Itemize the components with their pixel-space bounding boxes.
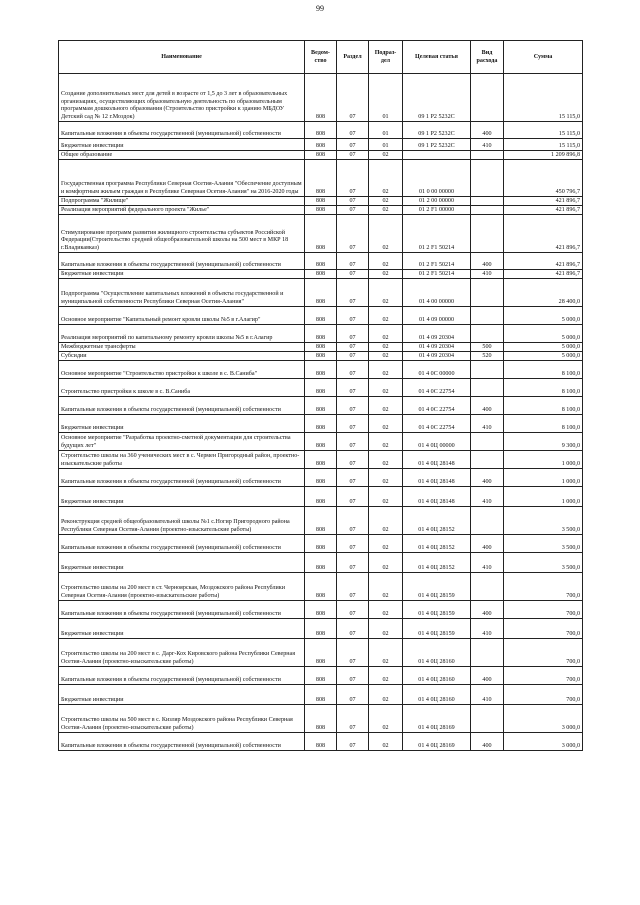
cell-vid: 400: [471, 253, 504, 270]
cell-target: 01 2 00 00000: [403, 197, 471, 206]
cell-ved: 808: [305, 270, 337, 279]
table-row: [59, 619, 583, 639]
cell-podrazdel: 02: [369, 151, 403, 160]
cell-sum: 421 896,7: [504, 270, 583, 279]
table-row: [59, 469, 583, 487]
cell-vid: [471, 151, 504, 160]
cell-sum: 1 000,0: [504, 451, 583, 469]
cell-ved: 808: [305, 601, 337, 619]
cell-podrazdel: 02: [369, 487, 403, 507]
cell-vid: 520: [471, 352, 504, 361]
cell-podrazdel: 02: [369, 469, 403, 487]
cell-razdel: 07: [337, 573, 369, 601]
cell-target: 01 4 0С 22754: [403, 415, 471, 433]
cell-target: 01 2 F1 50214: [403, 253, 471, 270]
table-row: [59, 685, 583, 705]
table-row: [59, 343, 583, 352]
cell-vid: [471, 379, 504, 397]
cell-ved: 808: [305, 639, 337, 667]
cell-sum: 421 896,7: [504, 197, 583, 206]
cell-vid: 410: [471, 553, 504, 573]
cell-ved: 808: [305, 667, 337, 685]
cell-target: 01 0 00 00000: [403, 160, 471, 197]
table-row: [59, 361, 583, 379]
cell-sum: 700,0: [504, 619, 583, 639]
cell-name: Государственная программа Республики Северная Осетия-Алания "Обеспечение доступным и комфортным жильем граждан в Республике Северная Осетия-Алания" на 2016-2020 годы: [59, 160, 305, 197]
cell-razdel: 07: [337, 451, 369, 469]
cell-sum: 5 000,0: [504, 307, 583, 325]
cell-podrazdel: 02: [369, 619, 403, 639]
table-row: [59, 601, 583, 619]
cell-sum: 5 000,0: [504, 343, 583, 352]
cell-name: Капитальные вложения в объекты государственной (муниципальной) собственности: [59, 469, 305, 487]
cell-target: 01 4 0Ц 28152: [403, 553, 471, 573]
cell-podrazdel: 01: [369, 122, 403, 139]
table-row: [59, 451, 583, 469]
cell-name: Строительство пристройки к школе в с. В.Саниба: [59, 379, 305, 397]
cell-vid: 400: [471, 469, 504, 487]
table-row: [59, 325, 583, 343]
table-row: [59, 151, 583, 160]
cell-sum: 5 000,0: [504, 325, 583, 343]
cell-sum: 8 100,0: [504, 397, 583, 415]
cell-podrazdel: 02: [369, 535, 403, 553]
cell-razdel: 07: [337, 74, 369, 122]
cell-sum: 700,0: [504, 667, 583, 685]
cell-razdel: 07: [337, 307, 369, 325]
cell-razdel: 07: [337, 733, 369, 751]
cell-name: Бюджетные инвестиции: [59, 487, 305, 507]
table-row: [59, 667, 583, 685]
cell-target: 01 4 0С 22754: [403, 379, 471, 397]
table-row: [59, 74, 583, 122]
cell-target: 01 2 F1 50214: [403, 270, 471, 279]
cell-podrazdel: 01: [369, 74, 403, 122]
table-row: [59, 573, 583, 601]
cell-ved: 808: [305, 451, 337, 469]
cell-sum: 450 796,7: [504, 160, 583, 197]
cell-ved: 808: [305, 253, 337, 270]
cell-target: 01 4 0Ц 28160: [403, 685, 471, 705]
cell-vid: [471, 433, 504, 451]
header-ved: Ведом-ство: [305, 41, 337, 74]
cell-podrazdel: 02: [369, 279, 403, 307]
cell-ved: 808: [305, 160, 337, 197]
cell-vid: [471, 160, 504, 197]
cell-target: 09 1 Р2 5232С: [403, 139, 471, 151]
cell-name: Основное мероприятие "Разработка проектно-сметной документации для строительства будущих лет": [59, 433, 305, 451]
cell-name: Капитальные вложения в объекты государственной (муниципальной) собственности: [59, 667, 305, 685]
table-body: [59, 74, 583, 751]
cell-vid: [471, 307, 504, 325]
cell-target: 01 4 0Ц 28148: [403, 451, 471, 469]
cell-podrazdel: 02: [369, 553, 403, 573]
table-row: [59, 352, 583, 361]
cell-vid: 410: [471, 139, 504, 151]
cell-target: 01 4 09 20304: [403, 325, 471, 343]
cell-target: 01 4 0Ц 28152: [403, 535, 471, 553]
table-header-row: [59, 41, 583, 74]
table-row: [59, 415, 583, 433]
cell-podrazdel: 02: [369, 361, 403, 379]
cell-vid: [471, 215, 504, 253]
table-row: [59, 160, 583, 197]
cell-podrazdel: 02: [369, 379, 403, 397]
cell-target: 01 4 0Ц 28148: [403, 487, 471, 507]
cell-name: Реализация мероприятий федерального проекта "Жилье": [59, 206, 305, 215]
cell-sum: 700,0: [504, 685, 583, 705]
cell-vid: [471, 361, 504, 379]
cell-target: 09 1 Р2 5232С: [403, 74, 471, 122]
cell-target: 01 4 0Ц 28159: [403, 619, 471, 639]
cell-vid: 410: [471, 685, 504, 705]
cell-sum: 8 100,0: [504, 361, 583, 379]
cell-ved: 808: [305, 307, 337, 325]
cell-target: 01 4 0Ц 28159: [403, 601, 471, 619]
cell-name: Капитальные вложения в объекты государственной (муниципальной) собственности: [59, 253, 305, 270]
cell-podrazdel: 02: [369, 507, 403, 535]
cell-ved: 808: [305, 122, 337, 139]
cell-podrazdel: 02: [369, 415, 403, 433]
cell-razdel: 07: [337, 415, 369, 433]
cell-razdel: 07: [337, 279, 369, 307]
cell-vid: 410: [471, 415, 504, 433]
cell-target: 01 4 0Ц 00000: [403, 433, 471, 451]
cell-sum: 8 100,0: [504, 379, 583, 397]
cell-razdel: 07: [337, 397, 369, 415]
header-podrazdel: Подраз-дел: [369, 41, 403, 74]
cell-podrazdel: 02: [369, 215, 403, 253]
cell-name: Реализация мероприятий по капитальному ремонту кровли школы №5 в г.Алагир: [59, 325, 305, 343]
cell-name: Строительство школы на 500 мест в с. Кизляр Моздокского района Республики Северная Осетия-Алания (проектно-изыскательские работы): [59, 705, 305, 733]
table-row: [59, 215, 583, 253]
table-row: [59, 270, 583, 279]
cell-vid: 500: [471, 343, 504, 352]
table-row: [59, 487, 583, 507]
table-row: [59, 253, 583, 270]
cell-vid: [471, 279, 504, 307]
cell-razdel: 07: [337, 507, 369, 535]
cell-ved: 808: [305, 573, 337, 601]
cell-sum: 1 000,0: [504, 487, 583, 507]
cell-name: Капитальные вложения в объекты государственной (муниципальной) собственности: [59, 535, 305, 553]
cell-target: 01 4 0Ц 28160: [403, 667, 471, 685]
cell-ved: 808: [305, 215, 337, 253]
cell-razdel: 07: [337, 270, 369, 279]
cell-ved: 808: [305, 139, 337, 151]
cell-podrazdel: 02: [369, 253, 403, 270]
cell-target: 01 4 09 00000: [403, 307, 471, 325]
cell-razdel: 07: [337, 122, 369, 139]
cell-name: Капитальные вложения в объекты государственной (муниципальной) собственности: [59, 397, 305, 415]
cell-razdel: 07: [337, 667, 369, 685]
cell-razdel: 07: [337, 361, 369, 379]
cell-ved: 808: [305, 74, 337, 122]
cell-name: Бюджетные инвестиции: [59, 685, 305, 705]
table-row: [59, 733, 583, 751]
cell-razdel: 07: [337, 343, 369, 352]
cell-podrazdel: 02: [369, 573, 403, 601]
cell-vid: 400: [471, 397, 504, 415]
table-row: [59, 279, 583, 307]
cell-name: Стимулирование программ развития жилищного строительства субъектов Российской Федерации(Строительство средней общеобразовательной школы на 500 мест в МКР 18 г.Владикавказ): [59, 215, 305, 253]
cell-name: Создание дополнительных мест для детей в возрасте от 1,5 до 3 лет в образовательных организациях, осуществляющих образовательную деятельность по образовательным программам дошкольного образования (Строительство пристройки к зданию МБДОУ Детский сад № 12 г.Моздок): [59, 74, 305, 122]
cell-vid: [471, 705, 504, 733]
cell-name: Строительство школы на 200 мест в с. Дарг-Кох Кировского района Республики Северная Осетия-Алания (проектно-изыскательские работы): [59, 639, 305, 667]
cell-vid: [471, 325, 504, 343]
table-row: [59, 433, 583, 451]
cell-ved: 808: [305, 433, 337, 451]
cell-podrazdel: 02: [369, 705, 403, 733]
cell-razdel: 07: [337, 601, 369, 619]
cell-sum: 421 896,7: [504, 206, 583, 215]
cell-vid: 400: [471, 535, 504, 553]
cell-ved: 808: [305, 279, 337, 307]
cell-name: Бюджетные инвестиции: [59, 270, 305, 279]
cell-ved: 808: [305, 705, 337, 733]
cell-target: 01 4 0Ц 28148: [403, 469, 471, 487]
cell-razdel: 07: [337, 705, 369, 733]
cell-podrazdel: 02: [369, 667, 403, 685]
cell-ved: 808: [305, 379, 337, 397]
cell-razdel: 07: [337, 553, 369, 573]
cell-razdel: 07: [337, 253, 369, 270]
cell-podrazdel: 02: [369, 397, 403, 415]
cell-ved: 808: [305, 469, 337, 487]
cell-name: Основное мероприятие "Строительство пристройки к школе в с. В.Саниба": [59, 361, 305, 379]
table-row: [59, 639, 583, 667]
cell-razdel: 07: [337, 139, 369, 151]
cell-name: Реконструкция средней общеобразовательной школы №1 с.Ногир Пригородного района Республики Северная Осетия-Алания (проектно-изыскательские работы): [59, 507, 305, 535]
cell-razdel: 07: [337, 535, 369, 553]
cell-sum: 3 500,0: [504, 535, 583, 553]
cell-target: 01 4 0Ц 28159: [403, 573, 471, 601]
cell-vid: 410: [471, 270, 504, 279]
cell-vid: [471, 639, 504, 667]
cell-ved: 808: [305, 733, 337, 751]
cell-ved: 808: [305, 507, 337, 535]
cell-target: 09 1 Р2 5232С: [403, 122, 471, 139]
table-row: [59, 197, 583, 206]
cell-name: Общее образование: [59, 151, 305, 160]
cell-podrazdel: 02: [369, 206, 403, 215]
cell-sum: 3 500,0: [504, 553, 583, 573]
cell-ved: 808: [305, 397, 337, 415]
cell-podrazdel: 02: [369, 685, 403, 705]
cell-razdel: 07: [337, 151, 369, 160]
table-row: [59, 507, 583, 535]
cell-podrazdel: 02: [369, 601, 403, 619]
table-row: [59, 139, 583, 151]
cell-razdel: 07: [337, 160, 369, 197]
cell-ved: 808: [305, 415, 337, 433]
cell-sum: 1 209 896,8: [504, 151, 583, 160]
cell-name: Бюджетные инвестиции: [59, 139, 305, 151]
cell-name: Основное мероприятие "Капитальный ремонт кровли школы №5 в г.Алагир": [59, 307, 305, 325]
cell-sum: 421 896,7: [504, 253, 583, 270]
cell-sum: 15 115,0: [504, 139, 583, 151]
cell-target: 01 4 09 20304: [403, 352, 471, 361]
cell-ved: 808: [305, 553, 337, 573]
cell-sum: 9 300,0: [504, 433, 583, 451]
table-row: [59, 122, 583, 139]
cell-ved: 808: [305, 619, 337, 639]
header-name: Наименование: [59, 41, 305, 74]
cell-target: 01 4 0Ц 28169: [403, 705, 471, 733]
cell-vid: [471, 197, 504, 206]
cell-podrazdel: 02: [369, 451, 403, 469]
cell-razdel: 07: [337, 487, 369, 507]
cell-vid: [471, 507, 504, 535]
cell-sum: 3 500,0: [504, 507, 583, 535]
header-vid: Вид расхода: [471, 41, 504, 74]
cell-podrazdel: 02: [369, 352, 403, 361]
table-row: [59, 553, 583, 573]
cell-target: 01 4 0Ц 28160: [403, 639, 471, 667]
cell-vid: [471, 74, 504, 122]
cell-podrazdel: 02: [369, 270, 403, 279]
cell-razdel: 07: [337, 685, 369, 705]
cell-target: [403, 151, 471, 160]
cell-sum: 3 000,0: [504, 705, 583, 733]
cell-vid: 400: [471, 667, 504, 685]
cell-vid: [471, 206, 504, 215]
cell-ved: 808: [305, 325, 337, 343]
cell-ved: 808: [305, 535, 337, 553]
cell-name: Подпрограмма "Жилище": [59, 197, 305, 206]
header-sum: Сумма: [504, 41, 583, 74]
cell-razdel: 07: [337, 619, 369, 639]
cell-name: Капитальные вложения в объекты государственной (муниципальной) собственности: [59, 601, 305, 619]
cell-name: Межбюджетные трансферты: [59, 343, 305, 352]
cell-vid: 400: [471, 122, 504, 139]
cell-sum: 700,0: [504, 601, 583, 619]
cell-razdel: 07: [337, 469, 369, 487]
cell-name: Бюджетные инвестиции: [59, 553, 305, 573]
cell-vid: 410: [471, 487, 504, 507]
cell-target: 01 4 0С 00000: [403, 361, 471, 379]
cell-sum: 28 400,0: [504, 279, 583, 307]
cell-ved: 808: [305, 685, 337, 705]
cell-podrazdel: 02: [369, 733, 403, 751]
cell-target: 01 4 0Ц 28152: [403, 507, 471, 535]
cell-ved: 808: [305, 151, 337, 160]
table-row: [59, 705, 583, 733]
cell-target: 01 2 F1 50214: [403, 215, 471, 253]
header-target: Целевая статья: [403, 41, 471, 74]
cell-sum: 700,0: [504, 573, 583, 601]
cell-target: 01 4 0С 22754: [403, 397, 471, 415]
cell-razdel: 07: [337, 639, 369, 667]
cell-sum: 700,0: [504, 639, 583, 667]
cell-podrazdel: 02: [369, 343, 403, 352]
cell-podrazdel: 02: [369, 197, 403, 206]
cell-name: Субсидии: [59, 352, 305, 361]
cell-razdel: 07: [337, 215, 369, 253]
cell-name: Бюджетные инвестиции: [59, 619, 305, 639]
table-row: [59, 206, 583, 215]
header-razdel: Раздел: [337, 41, 369, 74]
cell-podrazdel: 02: [369, 433, 403, 451]
cell-ved: 808: [305, 197, 337, 206]
cell-razdel: 07: [337, 352, 369, 361]
cell-ved: 808: [305, 352, 337, 361]
cell-podrazdel: 02: [369, 160, 403, 197]
cell-target: 01 4 09 20304: [403, 343, 471, 352]
cell-sum: 15 115,0: [504, 74, 583, 122]
cell-vid: 410: [471, 619, 504, 639]
cell-podrazdel: 02: [369, 325, 403, 343]
budget-table: [58, 40, 583, 751]
cell-razdel: 07: [337, 206, 369, 215]
cell-razdel: 07: [337, 325, 369, 343]
cell-name: Подпрограмма "Осуществление капитальных вложений в объекты государственной и муниципальной собственности Республики Северная Осетия-Алания": [59, 279, 305, 307]
cell-sum: 3 000,0: [504, 733, 583, 751]
table-row: [59, 397, 583, 415]
cell-vid: 400: [471, 733, 504, 751]
cell-sum: 1 000,0: [504, 469, 583, 487]
cell-ved: 808: [305, 361, 337, 379]
cell-name: Строительство школы на 200 мест в ст. Черноярская, Моздокского района Республики Северная Осетия-Алания (проектно-изыскательские работы): [59, 573, 305, 601]
cell-sum: 421 896,7: [504, 215, 583, 253]
cell-vid: [471, 451, 504, 469]
cell-ved: 808: [305, 487, 337, 507]
cell-ved: 808: [305, 206, 337, 215]
cell-podrazdel: 02: [369, 639, 403, 667]
cell-name: Капитальные вложения в объекты государственной (муниципальной) собственности: [59, 733, 305, 751]
cell-vid: [471, 573, 504, 601]
cell-vid: 400: [471, 601, 504, 619]
cell-name: Бюджетные инвестиции: [59, 415, 305, 433]
cell-sum: 8 100,0: [504, 415, 583, 433]
table-row: [59, 307, 583, 325]
cell-name: Капитальные вложения в объекты государственной (муниципальной) собственности: [59, 122, 305, 139]
cell-sum: 15 115,0: [504, 122, 583, 139]
cell-podrazdel: 02: [369, 307, 403, 325]
table-row: [59, 535, 583, 553]
cell-target: 01 4 0Ц 28169: [403, 733, 471, 751]
cell-razdel: 07: [337, 433, 369, 451]
cell-target: 01 4 00 00000: [403, 279, 471, 307]
cell-sum: 5 000,0: [504, 352, 583, 361]
table-row: [59, 379, 583, 397]
cell-podrazdel: 01: [369, 139, 403, 151]
page-number: 99: [316, 4, 324, 13]
cell-ved: 808: [305, 343, 337, 352]
cell-target: 01 2 F1 00000: [403, 206, 471, 215]
cell-name: Строительство школы на 360 ученических мест в с. Чермен Пригородный район, проектно-изыскательские работы: [59, 451, 305, 469]
cell-razdel: 07: [337, 379, 369, 397]
cell-razdel: 07: [337, 197, 369, 206]
